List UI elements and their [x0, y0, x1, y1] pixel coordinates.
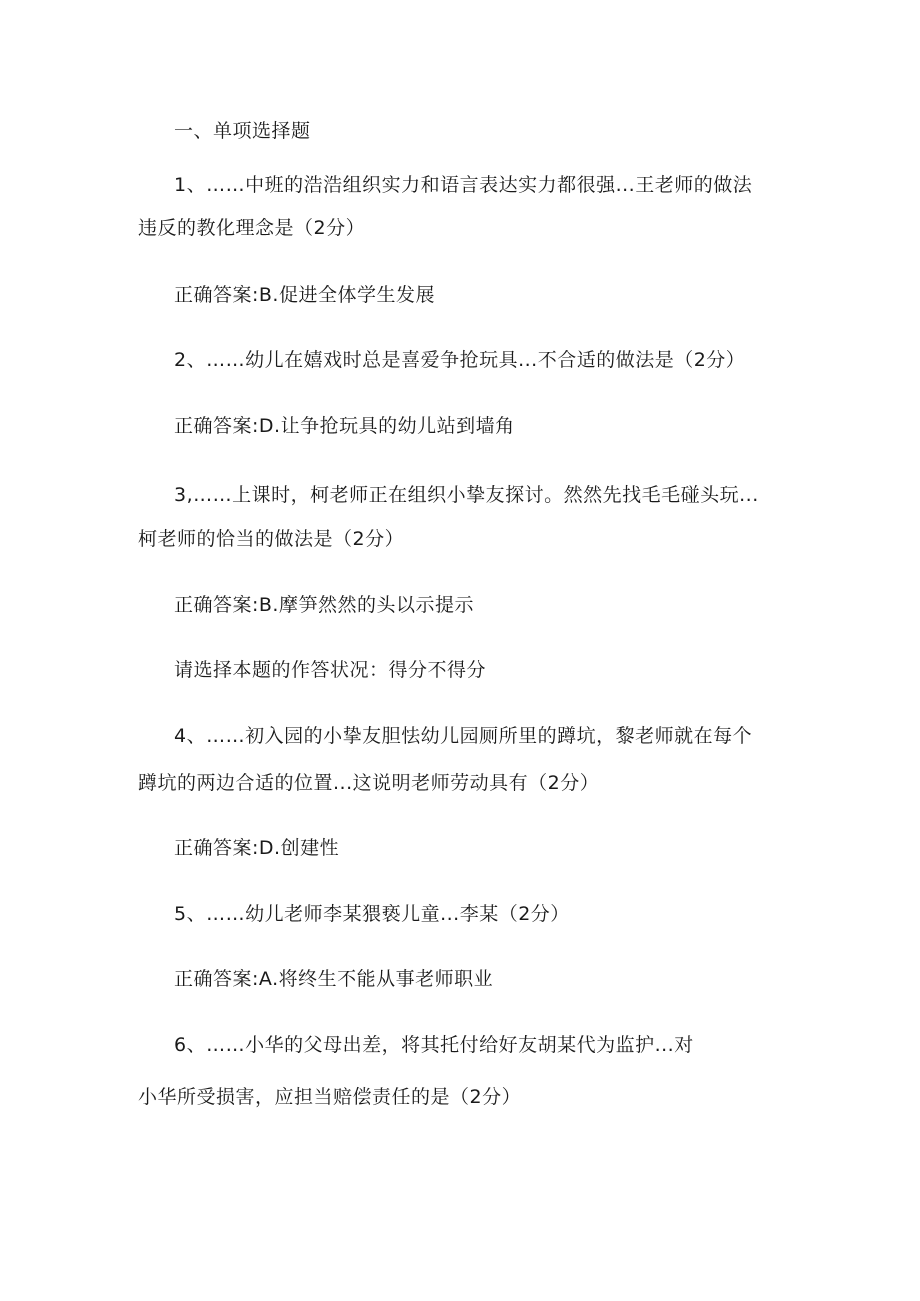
question-1-line-1: 1、……中班的浩浩组织实力和语言表达实力都很强...王老师的做法 — [174, 174, 753, 196]
question-3-line-2: 柯老师的恰当的做法是（2分） — [138, 528, 405, 550]
question-3-status: 请选择本题的作答状况：得分不得分 — [174, 659, 487, 681]
question-6-line-1: 6、……小华的父母出差，将其托付给好友胡某代为监护...对 — [174, 1034, 694, 1056]
question-3-line-1: 3,……上课时，柯老师正在组织小挚友探讨。然然先找毛毛碰头玩... — [174, 484, 759, 506]
section-title: 一、单项选择题 — [174, 120, 311, 142]
question-5-line-1: 5、……幼儿老师李某猥亵儿童...李某（2分） — [174, 903, 570, 925]
question-6-line-2: 小华所受损害，应担当赔偿责任的是（2分） — [138, 1086, 522, 1108]
question-4-line-1: 4、……初入园的小挚友胆怯幼儿园厕所里的蹲坑，黎老师就在每个 — [174, 725, 753, 747]
question-4-answer: 正确答案:D.创建性 — [174, 837, 340, 859]
question-1-answer: 正确答案:B.促进全体学生发展 — [174, 284, 435, 306]
question-3-answer: 正确答案:B.摩笋然然的头以示提示 — [174, 594, 474, 616]
question-5-answer: 正确答案:A.将终生不能从事老师职业 — [174, 968, 494, 990]
question-2-line-1: 2、……幼儿在嬉戏时总是喜爱争抢玩具...不合适的做法是（2分） — [174, 349, 746, 371]
question-1-line-2: 违反的教化理念是（2分） — [138, 217, 366, 239]
question-2-answer: 正确答案:D.让争抢玩具的幼儿站到墙角 — [174, 415, 515, 437]
question-4-line-2: 蹲坑的两边合适的位置...这说明老师劳动具有（2分） — [138, 772, 600, 794]
